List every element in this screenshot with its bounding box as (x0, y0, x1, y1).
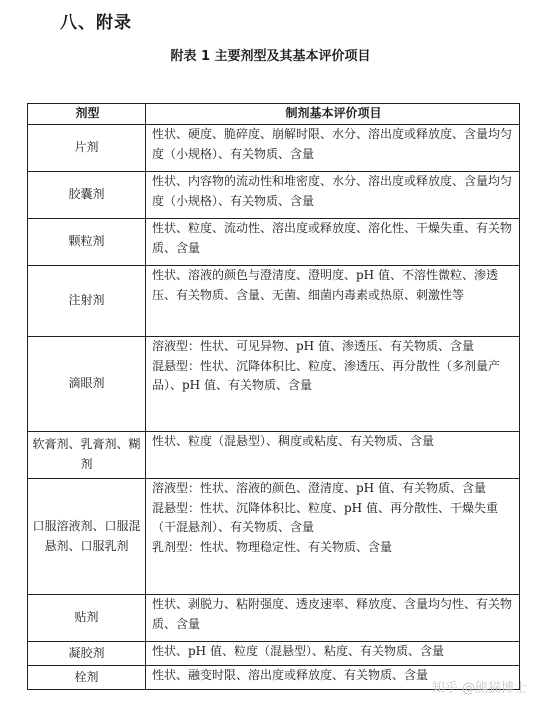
dosage-form-cell: 片剂 (28, 125, 146, 172)
evaluation-items-cell (146, 642, 520, 666)
evaluation-items-cell (146, 266, 520, 337)
dosage-form-cell: 栓剂 (28, 666, 146, 690)
item-text: 性状、粒度、流动性、溶出度或释放度、溶化性、干燥失重、有关物质、含量 (152, 221, 513, 255)
evaluation-items-cell (146, 172, 520, 219)
table-header-row (28, 104, 520, 125)
table-row (28, 595, 520, 642)
table-row (28, 172, 520, 219)
evaluation-items-cell (146, 337, 520, 432)
dosage-form-cell: 贴剂 (28, 595, 146, 642)
table-row (28, 479, 520, 595)
item-text: 性状、剥脱力、粘附强度、透皮速率、释放度、含量均匀性、有关物质、含量 (152, 597, 513, 631)
table-row (28, 125, 520, 172)
table-row (28, 642, 520, 666)
dosage-form-table (27, 103, 520, 690)
watermark: 知乎 @熊猫博士 (431, 681, 527, 696)
table-row (28, 266, 520, 337)
item-text: 溶液型：性状、溶液的颜色、澄清度、pH 值、有关物质、含量 (152, 481, 486, 495)
dosage-form-cell: 软膏剂、乳膏剂、糊剂 (28, 432, 146, 479)
dosage-form-cell: 滴眼剂 (28, 337, 146, 432)
item-text: 性状、内容物的流动性和堆密度、水分、溶出度或释放度、含量均匀度（小规格）、有关物质、含量 (152, 174, 513, 208)
dosage-form-cell: 胶囊剂 (28, 172, 146, 219)
table-row (28, 432, 520, 479)
item-text: 溶液型：性状、可见异物、pH 值、渗透压、有关物质、含量 (152, 339, 474, 353)
table-caption: 附表 1 主要剂型及其基本评价项目 (170, 49, 371, 64)
evaluation-items-cell (146, 219, 520, 266)
item-text: 乳剂型：性状、物理稳定性、有关物质、含量 (152, 539, 393, 554)
item-text: 性状、硬度、脆碎度、崩解时限、水分、溶出度或释放度、含量均匀度（小规格）、有关物质、含量 (152, 127, 513, 161)
evaluation-items-cell (146, 595, 520, 642)
header-dosage-form: 剂型 (28, 104, 146, 125)
dosage-form-cell: 颗粒剂 (28, 219, 146, 266)
evaluation-items-cell (146, 125, 520, 172)
item-text: 性状、粒度（混悬型）、稠度或粘度、有关物质、含量 (152, 434, 435, 448)
evaluation-items-cell (146, 432, 520, 479)
table-row (28, 219, 520, 266)
header-evaluation-items: 制剂基本评价项目 (146, 104, 520, 125)
dosage-form-cell: 口服溶液剂、口服混悬剂、口服乳剂 (28, 479, 146, 595)
item-text: 性状、融变时限、溶出度或释放度、有关物质、含量 (152, 668, 429, 682)
dosage-form-cell: 注射剂 (28, 266, 146, 337)
item-text: 混悬型：性状、沉降体积比、粒度、渗透压、再分散性（多剂量产品）、pH 值、有关物质、含量 (152, 358, 501, 393)
item-text: 混悬型：性状、沉降体积比、粒度、pH 值、再分散性、干燥失重（干混悬剂）、有关物质、含量 (152, 500, 498, 535)
dosage-form-cell: 凝胶剂 (28, 642, 146, 666)
item-text: 性状、溶液的颜色与澄清度、澄明度、pH 值、不溶性微粒、渗透压、有关物质、含量、无菌、细菌内毒素或热原、刺激性等 (152, 268, 498, 302)
section-title: 八、附录 (60, 13, 132, 33)
item-text: 性状、pH 值、粒度（混悬型）、粘度、有关物质、含量 (152, 644, 444, 658)
table-row (28, 337, 520, 432)
evaluation-items-cell (146, 479, 520, 595)
